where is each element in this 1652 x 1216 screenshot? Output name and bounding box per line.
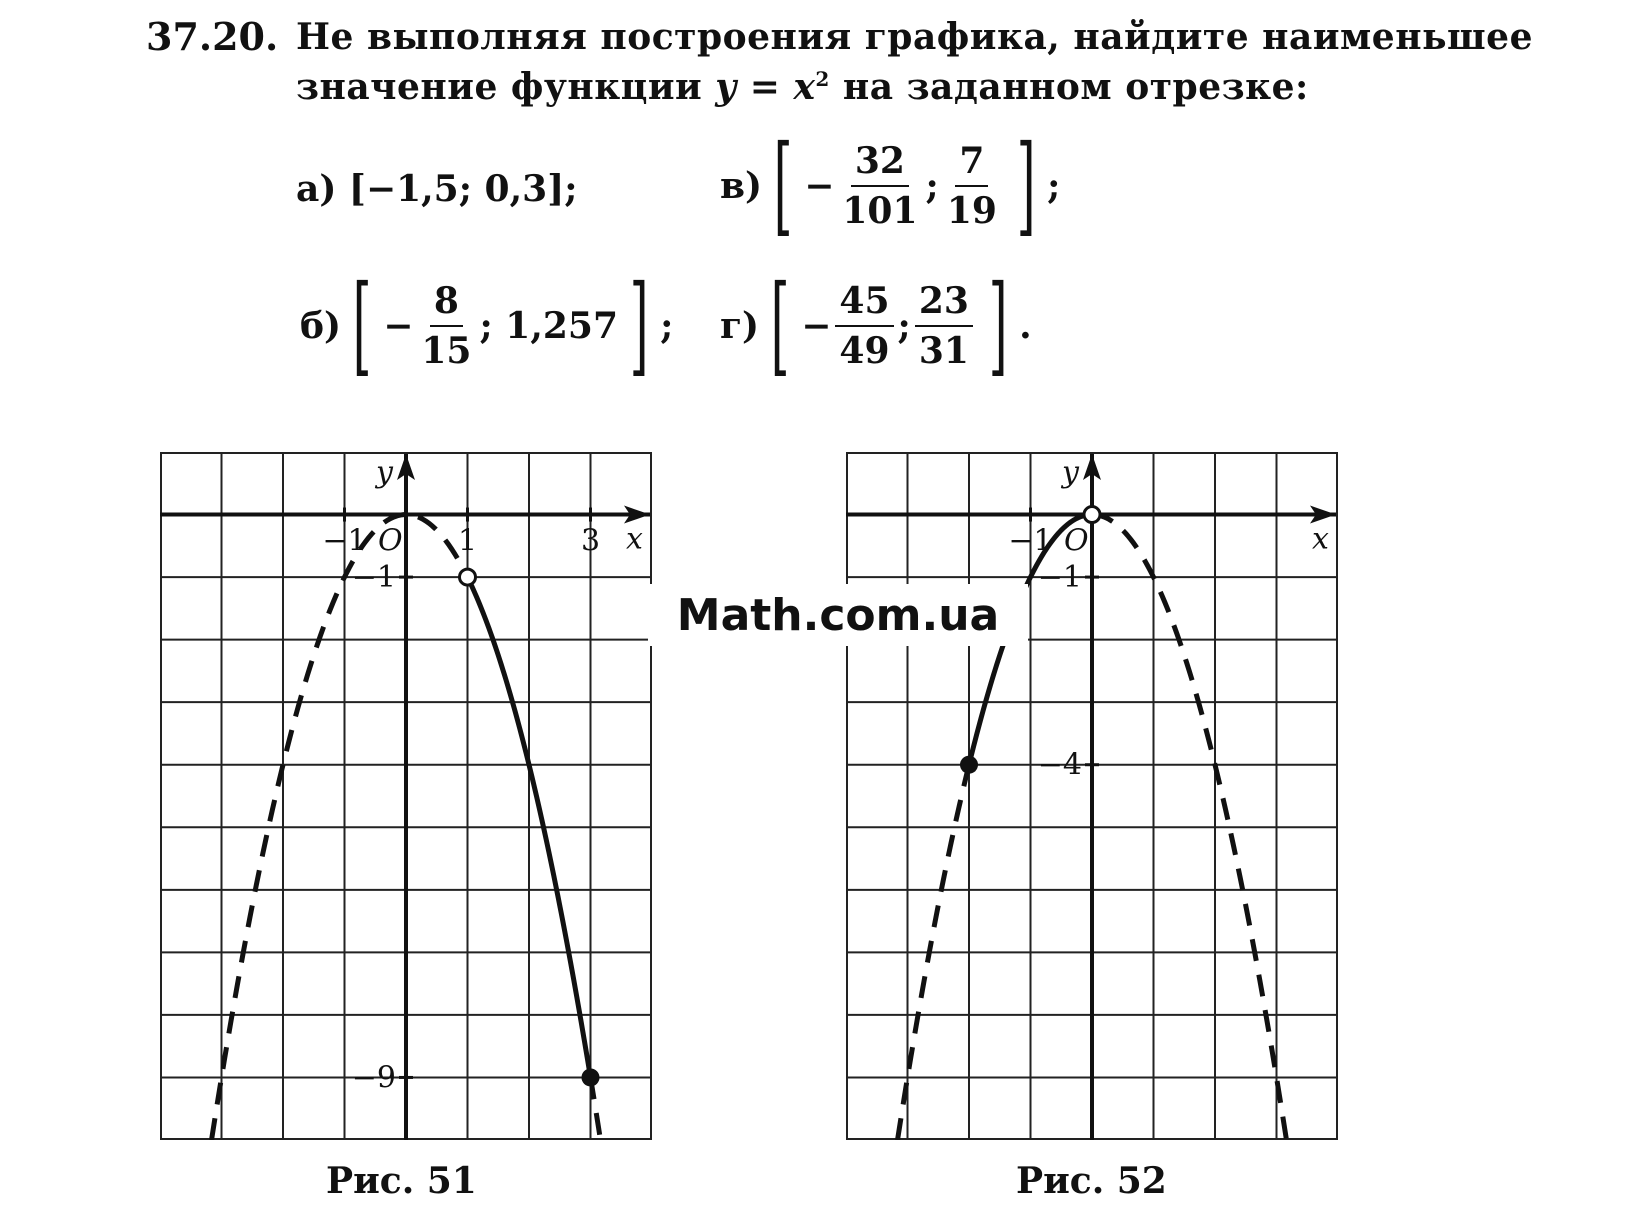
line2-suffix: на заданном отрезке: — [829, 66, 1309, 108]
item-b-fraction — [417, 279, 475, 373]
y-tick-label: −1 — [1037, 560, 1082, 596]
origin-label: O — [1064, 523, 1089, 559]
caption-fig-52: Рис. 52 — [1016, 1160, 1167, 1202]
item-v-minus: − — [804, 165, 835, 207]
y-tick-label: −1 — [351, 560, 396, 596]
x-axis-label: x — [1312, 521, 1329, 557]
item-g-den-1: 49 — [839, 330, 890, 372]
problem-number: 37.20. — [146, 14, 279, 59]
item-v-fraction-2 — [943, 139, 1001, 233]
item-g-label: г) — [720, 305, 760, 347]
item-a — [296, 168, 578, 210]
item-v-sep: ; — [925, 165, 939, 207]
item-g-fraction-2 — [915, 279, 973, 373]
y-axis-label: y — [376, 455, 393, 490]
item-v-label: в) — [720, 165, 763, 207]
left-bracket: [ — [352, 263, 372, 388]
item-b-den: 15 — [421, 330, 472, 372]
item-b-num: 8 — [430, 279, 463, 327]
x-tick-label: 3 — [580, 523, 601, 559]
caption-fig-51: Рис. 51 — [326, 1160, 477, 1202]
item-a-interval: [−1,5; 0,3]; — [348, 168, 578, 210]
parabola-dashed-right — [591, 1077, 601, 1140]
x-tick-label: −1 — [1008, 523, 1053, 559]
origin-label: O — [378, 523, 403, 559]
item-b-rest: ; 1,257 — [479, 305, 619, 347]
item-v-fraction-1 — [838, 139, 921, 233]
y-axis-label: y — [1062, 455, 1079, 490]
y-tick-label: −9 — [351, 1060, 396, 1096]
equals-sign: = — [736, 66, 794, 108]
y-tick-label: −4 — [1037, 747, 1082, 783]
item-g-fraction-1 — [835, 279, 893, 373]
item-v-den-2: 19 — [946, 190, 997, 232]
var-x: x — [793, 66, 816, 108]
item-g-num-1: 45 — [835, 279, 893, 327]
figure-52-graph — [846, 452, 1338, 1140]
item-a-label: а) — [296, 168, 337, 210]
problem-text-line-2 — [296, 66, 1309, 108]
item-g-minus: − — [801, 305, 832, 347]
figure-51-graph — [160, 452, 652, 1140]
item-v-den-1: 101 — [842, 190, 918, 232]
item-g-den-2: 31 — [918, 330, 969, 372]
item-v-end: ; — [1047, 165, 1061, 207]
x-tick-label: 1 — [457, 523, 478, 559]
item-g-num-2: 23 — [915, 279, 973, 327]
open-point — [460, 569, 476, 585]
right-bracket: ] — [988, 263, 1008, 388]
exponent: 2 — [815, 67, 830, 91]
item-g-sep: ; — [897, 305, 911, 347]
closed-point — [582, 1068, 600, 1086]
line2-prefix: значение функции — [296, 66, 716, 108]
closed-point — [960, 756, 978, 774]
watermark: Math.com.ua — [648, 584, 1028, 646]
left-bracket: [ — [770, 263, 790, 388]
x-tick-label: −1 — [322, 523, 367, 559]
item-b — [300, 263, 674, 388]
var-y: y — [715, 66, 737, 108]
item-v — [720, 123, 1061, 248]
item-b-minus: − — [383, 305, 414, 347]
item-b-end: ; — [660, 305, 674, 347]
item-g-end: . — [1019, 305, 1032, 347]
right-bracket: ] — [1016, 123, 1036, 248]
item-v-num-1: 32 — [851, 139, 909, 187]
left-bracket: [ — [773, 123, 793, 248]
x-axis-label: x — [626, 521, 643, 557]
item-b-label: б) — [300, 305, 342, 347]
open-point — [1084, 507, 1100, 523]
problem-text-line-1: Не выполняя построения графика, найдите наименьшее — [296, 16, 1533, 58]
item-g — [720, 263, 1032, 388]
item-v-num-2: 7 — [955, 139, 988, 187]
right-bracket: ] — [629, 263, 649, 388]
